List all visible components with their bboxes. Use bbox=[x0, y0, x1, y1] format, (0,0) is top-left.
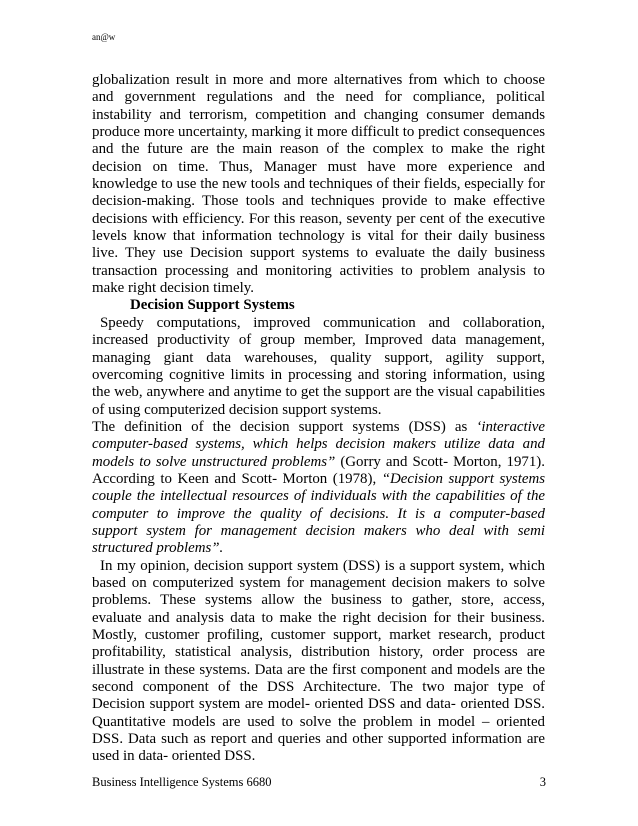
body-text bbox=[92, 72, 545, 766]
definition-text-a: The definition of the decision support systems (DSS) as bbox=[92, 418, 477, 435]
paragraph-intro: globalization result in more and more alternatives from which to choose and government regulations and the need for compliance, political instability and terrorism, competition and changing consumer demands produce more uncertainty, marking it more difficult to predict consequences and the future are the main reason of the complex to make the right decision on time. Thus, Manager must have more experience and knowledge to use the new tools and techniques of their fields, especially for decision-making. Those tools and techniques provide to make effective decisions with efficiency. For this reason, seventy per cent of the executive levels know that information technology is vital for their daily business live. They use Decision support systems to evaluate the daily business transaction processing and monitoring activities to problem analysis to make right decision timely. bbox=[92, 72, 545, 297]
footer-title: Business Intelligence Systems 6680 bbox=[92, 775, 272, 789]
page-footer bbox=[92, 775, 546, 790]
paragraph-opinion: In my opinion, decision support system (DSS) is a support system, which based on computerized system for management decision makers to solve problems. These systems allow the business to gather, store, access, evaluate and analysis data to make the right decision for their business. Mostly, customer profiling, customer support, market research, product profitability, statistical analysis, distribution history, order process are illustrate in these systems. Data are the first component and models are the second component of the DSS Architecture. The two major type of Decision support system are model- oriented DSS and data- oriented DSS. Quantitative models are used to solve the problem in model – oriented DSS. Data such as report and queries and other supported information are used in data- oriented DSS. bbox=[92, 557, 545, 765]
definition-quote-1: ‘interactive computer-based systems, which helps decision makers utilize data and models to solve unstructured problems” bbox=[92, 418, 545, 470]
paragraph-definition bbox=[92, 419, 545, 558]
paragraph-capabilities: Speedy computations, improved communication and collaboration, increased productivity of group member, Improved data management, managing giant data warehouses, quality support, agility support, overcoming cognitive limits in processing and storing information, using the web, anywhere and anytime to get the support are the visual capabilities of using computerized decision support systems. bbox=[92, 314, 545, 418]
definition-text-b: (Gorry and Scott- Morton, 1971). According to Keen and Scott- Morton (1978), bbox=[92, 453, 545, 487]
section-heading: Decision Support Systems bbox=[130, 297, 295, 314]
page-header: an@w bbox=[92, 32, 116, 42]
page-number: 3 bbox=[539, 775, 546, 789]
definition-quote-2: “Decision support systems couple the intellectual resources of individuals with the capabilities of the computer to improve the quality of decisions. It is a computer-based support system for management decision makers who deal with semi structured problems”. bbox=[92, 470, 545, 557]
